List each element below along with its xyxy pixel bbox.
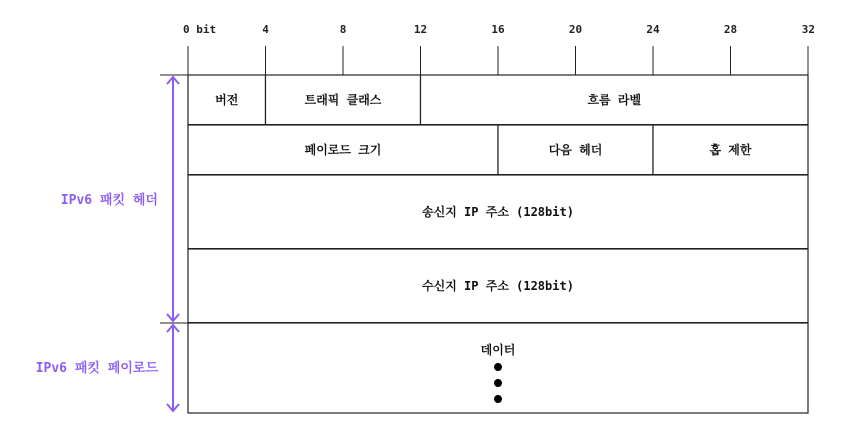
ellipsis-dot <box>494 379 502 387</box>
next-header-label: 다음 헤더 <box>548 143 603 157</box>
section-brackets <box>36 75 188 411</box>
ellipsis-dot <box>494 363 502 371</box>
payload-length-label: 페이로드 크기 <box>304 143 382 157</box>
header-bracket-label: IPv6 패킷 헤더 <box>60 193 158 208</box>
bit-tick-label: 28 <box>723 23 738 36</box>
ellipsis-dot <box>494 395 502 403</box>
traffic-class-label: 트래픽 클래스 <box>304 93 382 107</box>
bit-tick-label: 12 <box>413 23 428 36</box>
bit-tick-label: 8 <box>339 23 347 36</box>
bit-scale <box>183 23 815 75</box>
bit-tick-label: 0 bit <box>183 23 217 36</box>
flow-label-label: 흐름 라벨 <box>587 93 642 107</box>
version-label: 버전 <box>215 93 239 107</box>
bit-tick-label: 4 <box>262 23 269 36</box>
payload-section <box>188 323 808 413</box>
bit-tick-label: 32 <box>801 23 815 36</box>
header-fields <box>188 75 808 323</box>
bit-tick-label: 24 <box>646 23 660 36</box>
payload-label: 데이터 <box>480 343 516 357</box>
hop-limit-label: 홉 제한 <box>709 143 752 157</box>
payload-bracket-label: IPv6 패킷 페이로드 <box>35 361 158 376</box>
destination-address-label: 수신지 IP 주소 (128bit) <box>422 279 574 293</box>
bit-tick-label: 16 <box>491 23 505 36</box>
source-address-label: 송신지 IP 주소 (128bit) <box>422 205 574 219</box>
bit-tick-label: 20 <box>568 23 583 36</box>
